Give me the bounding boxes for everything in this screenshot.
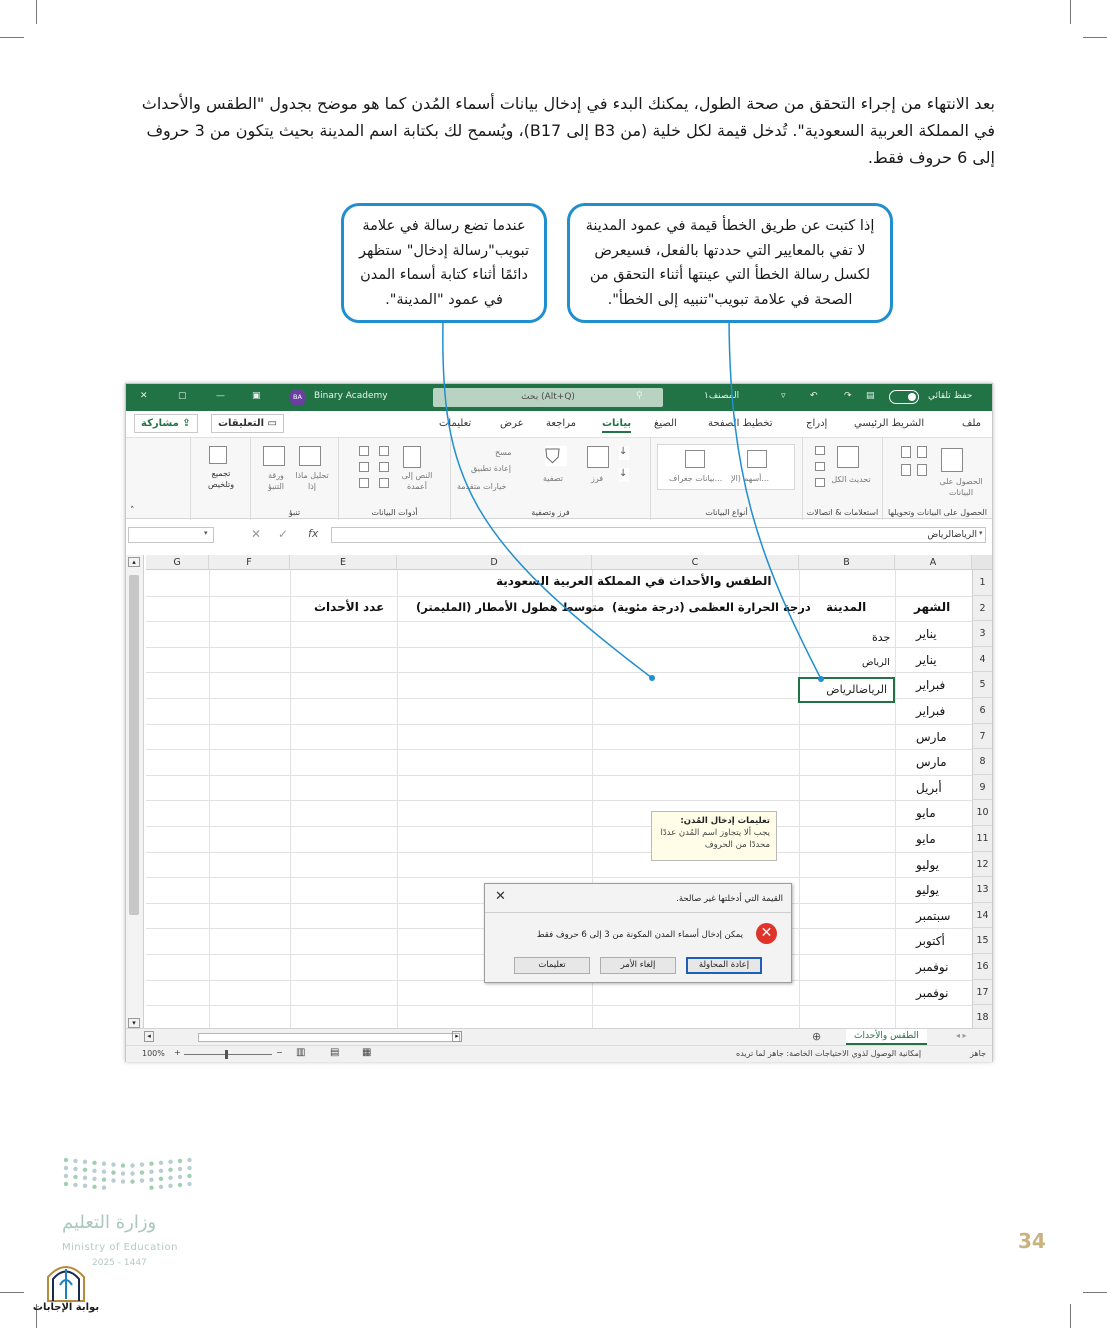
advanced-label[interactable]: خيارات متقدمة	[457, 482, 507, 491]
comments-button[interactable]: التعليقات ▭	[211, 414, 284, 433]
page-layout-view-icon[interactable]: ▤	[330, 1047, 340, 1058]
group-label: استعلامات & اتصالات	[806, 508, 879, 517]
emblem-dot	[159, 1185, 163, 1189]
header-cell-rainfall[interactable]: متوسط هطول الأمطار (المليمتر)	[416, 600, 605, 614]
column-header-c[interactable]: C	[592, 555, 799, 570]
active-cell-value: الرياضالرياض	[826, 683, 887, 696]
gridline	[146, 1005, 972, 1006]
dialog-close-icon[interactable]: ✕	[495, 889, 506, 904]
help-button[interactable]: تعليمات	[514, 957, 590, 974]
from-web-icon[interactable]	[901, 464, 911, 476]
month-cell[interactable]: أكتوبر	[916, 934, 945, 949]
collapse-ribbon-icon[interactable]: ˄	[130, 506, 135, 516]
zoom-slider[interactable]	[184, 1054, 272, 1055]
gridline	[146, 647, 972, 648]
consolidate-icon[interactable]	[359, 446, 369, 456]
ministry-arabic-name: وزارة التعليم	[62, 1212, 157, 1233]
cancel-button[interactable]: إلغاء الأمر	[600, 957, 676, 974]
save-icon[interactable]: ▤	[866, 391, 875, 401]
emblem-dot	[102, 1185, 106, 1189]
emblem-dot	[121, 1179, 125, 1183]
group-forecast	[250, 438, 338, 520]
group-label: أدوات البيانات	[371, 508, 418, 517]
crop-mark	[1083, 1292, 1107, 1293]
sort-desc-icon[interactable]: ↓	[619, 468, 629, 482]
sheet-title-cell[interactable]: الطقس والأحداث في المملكة العربية السعودية	[496, 574, 772, 588]
user-name: Binary Academy	[314, 391, 388, 401]
ribbon-tabs	[126, 411, 992, 437]
group-sort-filter	[450, 438, 650, 520]
row-header[interactable]: 14	[972, 903, 992, 929]
queries-icon[interactable]	[815, 446, 825, 455]
edit-links-icon[interactable]	[815, 478, 825, 487]
month-cell[interactable]: فبراير	[916, 678, 946, 693]
stocks-icon[interactable]	[747, 450, 767, 468]
emblem-dot	[121, 1163, 125, 1167]
insert-function-icon[interactable]: fx	[308, 527, 319, 540]
month-cell[interactable]: يناير	[916, 627, 937, 642]
crop-mark	[1083, 37, 1107, 38]
row-header[interactable]: 3	[972, 621, 992, 647]
search-icon: ⚲	[636, 391, 643, 401]
tooltip-body: يجب ألا يتجاوز اسم المُدن عددًا محددًا من الحروف	[660, 828, 770, 850]
scroll-left-icon[interactable]: ◂	[144, 1031, 154, 1042]
emblem-dot	[111, 1170, 115, 1174]
month-cell[interactable]: يناير	[916, 652, 937, 667]
text-to-columns-label: النص إلى أعمدة	[401, 471, 433, 491]
answers-portal-logo	[30, 1255, 102, 1320]
city-cell-b4[interactable]: الرياض	[862, 657, 890, 668]
group-data-types	[650, 438, 802, 520]
emblem-dot	[130, 1171, 134, 1175]
emblem-dot	[73, 1159, 77, 1163]
vertical-scrollbar[interactable]	[126, 555, 144, 1030]
gridline	[146, 775, 972, 776]
from-table-icon[interactable]	[917, 446, 927, 458]
flash-fill-icon[interactable]	[379, 446, 389, 456]
expand-formula-icon[interactable]: ▾	[979, 529, 983, 537]
gridline	[146, 877, 972, 878]
crop-mark	[36, 0, 37, 24]
row-header[interactable]: 10	[972, 800, 992, 826]
group-data-tools	[338, 438, 450, 520]
filter-label: تصفية	[543, 474, 563, 483]
title-bar	[126, 384, 992, 411]
emblem-dot	[178, 1183, 182, 1187]
zoom-out-icon[interactable]: −	[276, 1048, 283, 1057]
gridline	[146, 852, 972, 853]
group-get-data	[882, 438, 992, 520]
group-label: أنواع البيانات	[705, 508, 748, 517]
emblem-dot	[73, 1167, 77, 1171]
group-outline	[190, 438, 250, 520]
row-header[interactable]: 8	[972, 749, 992, 775]
emblem-dot	[73, 1183, 77, 1187]
city-cell-b3[interactable]: جدة	[872, 631, 891, 644]
emblem-dot	[102, 1177, 106, 1181]
emblem-dot	[64, 1174, 68, 1178]
retry-button[interactable]: إعادة المحاولة	[686, 957, 762, 974]
recent-sources-icon[interactable]	[917, 464, 927, 476]
emblem-dot	[111, 1162, 115, 1166]
scroll-right-icon[interactable]: ▸	[452, 1031, 462, 1042]
emblem-dot	[187, 1158, 191, 1162]
forecast-sheet-label: ورقة التنبؤ	[267, 471, 285, 491]
month-cell[interactable]: نوفمبر	[916, 985, 949, 1000]
data-validation-icon[interactable]	[379, 478, 389, 488]
emblem-dot	[159, 1169, 163, 1173]
data-types-gallery[interactable]	[657, 444, 795, 490]
group-label: الحصول على البيانات وتحويلها	[888, 508, 987, 517]
callout-input-message: عندما تضع رسالة في علامة تبويب"رسالة إدخال" ستظهر دائمًا أثناء كتابة أسماء المدن في عمود "المدينة".	[341, 203, 547, 323]
emblem-dot	[178, 1175, 182, 1179]
emblem-dot	[168, 1176, 172, 1180]
select-all-corner[interactable]	[972, 555, 992, 570]
clear-label[interactable]: مسح	[495, 448, 512, 457]
accessibility-status[interactable]: إمكانية الوصول لذوي الاحتياجات الخاصة: جاهز لما تريده	[736, 1049, 922, 1058]
sort-asc-icon[interactable]: ↓	[619, 446, 629, 460]
geography-icon[interactable]	[685, 450, 705, 468]
group-outline-label: تجميع وتلخيص	[207, 469, 235, 489]
emblem-dot	[130, 1179, 134, 1183]
get-data-icon[interactable]	[941, 448, 963, 472]
gridline	[146, 749, 972, 750]
formula-input[interactable]: الرياضالرياض	[331, 527, 986, 543]
month-cell[interactable]: مارس	[916, 755, 947, 770]
error-dialog	[484, 883, 792, 983]
emblem-dot	[159, 1177, 163, 1181]
scrollbar-thumb[interactable]	[129, 575, 139, 915]
page-number: 34	[1018, 1229, 1046, 1253]
group-queries	[802, 438, 882, 520]
add-sheet-icon[interactable]: ⊕	[812, 1030, 822, 1043]
row-header[interactable]: 16	[972, 954, 992, 980]
emblem-dot	[111, 1178, 115, 1182]
ribbon-display-icon[interactable]: ▣	[252, 391, 261, 401]
ribbon	[126, 437, 992, 519]
gridline	[146, 621, 972, 622]
intro-paragraph: بعد الانتهاء من إجراء التحقق من صحة الطول، يمكنك البدء في إدخال بيانات أسماء المُدن كما هو موضح بجدول "الطقس والأحداث في المملكة العربية السعودية". تُدخل قيمة لكل خلية (من B3 إلى B17)، ويُسمح لك بكتابة اسم المدينة بحيث يتكون من 3 حروف إلى 6 حروف فقط.	[141, 94, 995, 167]
emblem-dot	[73, 1175, 77, 1179]
header-cell-month[interactable]: الشهر	[914, 600, 951, 614]
row-header[interactable]: 17	[972, 980, 992, 1006]
input-message-tooltip	[651, 811, 777, 861]
geography-label: بيانات جغراف...	[669, 474, 723, 483]
dialog-title: القيمة التي أدخلتها غير صالحة.	[676, 894, 783, 904]
ready-status: جاهز	[970, 1049, 987, 1058]
horizontal-scrollbar[interactable]	[198, 1033, 460, 1042]
tab-help[interactable]: تعليمات	[439, 418, 472, 429]
month-cell[interactable]: مارس	[916, 729, 947, 744]
tab-formulas[interactable]: الصيغ	[654, 418, 677, 429]
emblem-dot	[121, 1171, 125, 1175]
row-header[interactable]: 15	[972, 928, 992, 954]
column-header-e[interactable]: E	[290, 555, 397, 570]
emblem-dot	[187, 1182, 191, 1186]
emblem-dot	[92, 1161, 96, 1165]
worksheet-grid	[126, 550, 992, 1030]
emblem-dot	[178, 1167, 182, 1171]
confirm-entry-icon[interactable]: ✓	[278, 527, 289, 541]
zoom-slider-thumb[interactable]	[225, 1050, 228, 1059]
scroll-up-icon[interactable]: ▴	[128, 557, 140, 567]
crop-mark	[1070, 1304, 1071, 1328]
emblem-dot	[149, 1177, 153, 1181]
column-header-a[interactable]: A	[895, 555, 972, 570]
name-box-dropdown-icon[interactable]: ▾	[204, 529, 208, 537]
what-if-label: تحليل ماذا إذا	[295, 471, 329, 491]
emblem-dot	[149, 1185, 153, 1189]
emblem-dot	[187, 1174, 191, 1178]
tab-insert[interactable]: إدراج	[806, 418, 828, 429]
crop-mark	[0, 37, 24, 38]
gridline	[146, 672, 972, 673]
emblem-dot	[92, 1177, 96, 1181]
month-cell[interactable]: سبتمبر	[916, 908, 951, 923]
tooltip-title: تعليمات إدخال المُدن:	[680, 816, 770, 826]
gridline	[146, 596, 972, 597]
redo-icon[interactable]: ↷	[844, 391, 852, 401]
emblem-dot	[83, 1184, 87, 1188]
name-box[interactable]	[128, 527, 214, 543]
emblem-dot	[92, 1185, 96, 1189]
zoom-level[interactable]: 100%	[142, 1049, 165, 1058]
get-data-label: الحصول على البيانات	[939, 477, 983, 497]
tab-view[interactable]: عرض	[500, 418, 524, 429]
emblem-dot	[159, 1161, 163, 1165]
header-cell-events[interactable]: عدد الأحداث	[314, 600, 385, 614]
group-outline-icon[interactable]	[209, 446, 227, 464]
month-cell[interactable]: مايو	[916, 806, 936, 821]
callout-error-alert: إذا كتبت عن طريق الخطأ قيمة في عمود المدينة لا تفي بالمعايير التي حددتها بالفعل، فسيعرض لكسل رسالة الخطأ التي عينتها أثناء التحقق من الصحة في علامة تبويب"تنبيه إلى الخطأ".	[567, 203, 893, 323]
row-header[interactable]: 12	[972, 852, 992, 878]
row-header[interactable]: 2	[972, 596, 992, 622]
month-cell[interactable]: يوليو	[916, 857, 940, 872]
gridline	[146, 826, 972, 827]
reapply-label[interactable]: إعادة تطبيق	[471, 464, 512, 473]
search-input[interactable]: بحث (Alt+Q)	[433, 388, 663, 407]
error-icon: ✕	[756, 923, 777, 944]
emblem-dot	[130, 1163, 134, 1167]
row-header[interactable]: 11	[972, 826, 992, 852]
tab-home[interactable]: الشريط الرئيسي	[854, 418, 925, 429]
crop-mark	[0, 1292, 24, 1293]
portal-label: بوابة الإجابات	[32, 1302, 100, 1313]
row-header[interactable]: 9	[972, 775, 992, 801]
sort-label: فرز	[591, 474, 604, 483]
status-bar	[126, 1045, 992, 1062]
filter-icon[interactable]: ⛉	[545, 446, 567, 466]
emblem-dot	[83, 1168, 87, 1172]
month-cell[interactable]: فبراير	[916, 704, 946, 718]
ministry-dots-emblem	[60, 1150, 200, 1210]
emblem-dot	[168, 1160, 172, 1164]
row-header[interactable]: 1	[972, 570, 992, 596]
sheet-nav-icon[interactable]: ◂ ▸	[956, 1031, 967, 1040]
header-cell-city[interactable]: المدينة	[826, 600, 867, 614]
header-cell-max-temp[interactable]: درجة الحرارة العظمى (درجة مئوية)	[612, 600, 811, 614]
group-label: فرز وتصفية	[531, 508, 570, 517]
emblem-dot	[64, 1158, 68, 1162]
dialog-message: يمكن إدخال أسماء المدن المكونة من 3 إلى 6 حروف فقط	[536, 930, 743, 940]
group-label: تنبؤ	[288, 508, 301, 517]
gridline	[146, 724, 972, 725]
emblem-dot	[168, 1184, 172, 1188]
comments-label: التعليقات	[218, 418, 265, 429]
active-cell-b5[interactable]	[798, 677, 895, 703]
avatar[interactable]: BA	[289, 389, 306, 406]
column-header-d[interactable]: D	[397, 555, 592, 570]
close-window-icon[interactable]: ✕	[140, 391, 148, 401]
minimize-icon[interactable]: —	[216, 391, 225, 401]
ministry-english-name: Ministry of Education	[62, 1242, 178, 1253]
share-button[interactable]: مشاركة ⇪	[134, 414, 198, 433]
manage-data-model-icon[interactable]	[359, 478, 369, 488]
dialog-divider	[485, 912, 791, 913]
sheet-tab-weather[interactable]: الطقس والأحداث	[846, 1029, 927, 1045]
row-header[interactable]: 18	[972, 1005, 992, 1030]
page-break-view-icon[interactable]: ▥	[296, 1047, 306, 1058]
excel-window	[125, 383, 993, 1062]
refresh-all-label: تحديث الكل	[831, 475, 871, 484]
stocks-label: أسهم (الإ...	[731, 474, 770, 483]
emblem-dot	[187, 1166, 191, 1170]
undo-icon[interactable]: ↶	[810, 391, 818, 401]
refresh-all-icon[interactable]	[837, 446, 859, 468]
cancel-entry-icon[interactable]: ✕	[251, 527, 262, 541]
emblem-dot	[64, 1166, 68, 1170]
month-cell[interactable]: نوفمبر	[916, 960, 949, 974]
sheet-tab-bar	[126, 1028, 992, 1045]
month-cell[interactable]: مايو	[916, 832, 936, 846]
from-text-icon[interactable]	[901, 446, 911, 458]
relationships-icon[interactable]	[359, 462, 369, 472]
emblem-dot	[168, 1168, 172, 1172]
sort-icon[interactable]	[587, 446, 609, 468]
emblem-dot	[102, 1169, 106, 1173]
forecast-sheet-icon[interactable]	[263, 446, 285, 466]
maximize-icon[interactable]: ▢	[178, 391, 187, 401]
autosave-toggle[interactable]	[889, 390, 919, 404]
crop-mark	[1070, 0, 1071, 24]
ministry-logo	[60, 1150, 200, 1270]
column-header-f[interactable]: F	[209, 555, 290, 570]
remove-duplicates-icon[interactable]	[379, 462, 389, 472]
what-if-icon[interactable]	[299, 446, 321, 466]
emblem-dot	[92, 1169, 96, 1173]
zoom-in-icon[interactable]: +	[174, 1048, 181, 1057]
emblem-dot	[83, 1176, 87, 1180]
emblem-dot	[178, 1159, 182, 1163]
properties-icon[interactable]	[815, 462, 825, 471]
emblem-dot	[149, 1169, 153, 1173]
tab-page-layout[interactable]: تخطيط الصفحة	[708, 418, 773, 429]
customize-qat-icon[interactable]: ▿	[781, 391, 786, 401]
scroll-down-icon[interactable]: ▾	[128, 1018, 140, 1028]
emblem-dot	[140, 1178, 144, 1182]
emblem-dot	[140, 1162, 144, 1166]
share-label: مشاركة	[141, 418, 179, 429]
row-header[interactable]: 13	[972, 877, 992, 903]
row-header[interactable]: 4	[972, 647, 992, 673]
month-cell[interactable]: أبريل	[916, 780, 942, 795]
month-cell[interactable]: يوليو	[916, 883, 940, 898]
tab-data[interactable]: بيانات	[602, 418, 631, 433]
tab-review[interactable]: مراجعة	[546, 418, 577, 429]
tab-file[interactable]: ملف	[962, 418, 982, 429]
row-header[interactable]: 6	[972, 698, 992, 724]
column-header-b[interactable]: B	[799, 555, 895, 570]
text-to-columns-icon[interactable]	[403, 446, 421, 468]
gridline	[146, 800, 972, 801]
autosave-label: حفظ تلقائي	[928, 391, 973, 401]
emblem-dot	[64, 1182, 68, 1186]
emblem-dot	[149, 1161, 153, 1165]
column-header-g[interactable]: G	[146, 555, 209, 570]
portal-emblem-icon	[30, 1255, 102, 1303]
ministry-year: 2025 - 1447	[92, 1258, 147, 1268]
emblem-dot	[102, 1161, 106, 1165]
workbook-name[interactable]: المصنف١	[704, 391, 740, 401]
row-header[interactable]: 5	[972, 672, 992, 698]
row-header[interactable]: 7	[972, 724, 992, 750]
formula-bar	[126, 524, 992, 546]
emblem-dot	[140, 1170, 144, 1174]
normal-view-icon[interactable]: ▦	[362, 1047, 372, 1058]
emblem-dot	[83, 1160, 87, 1164]
